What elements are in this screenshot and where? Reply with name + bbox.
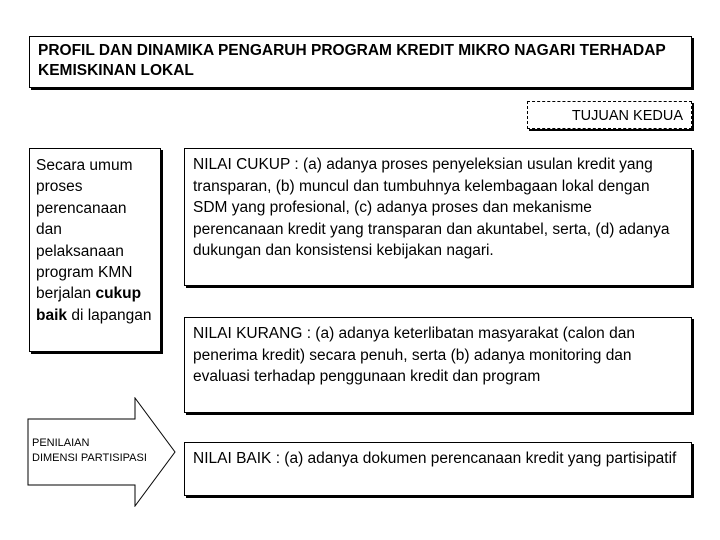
value-box-cukup [184, 148, 692, 286]
assessment-label [32, 436, 167, 466]
value-text-baik: NILAI BAIK : (a) adanya dokumen perencanaan kredit yang partisipatif [193, 450, 677, 467]
goal-label-box [527, 101, 692, 129]
summary-box [29, 148, 161, 352]
goal-label: TUJUAN KEDUA [571, 108, 683, 124]
value-text-kurang: NILAI KURANG : (a) adanya keterlibatan masyarakat (calon dan penerima kredit) secara penuh, serta (b) adanya monitoring dan evaluasi terhadap penggunaan kredit dan program [193, 325, 635, 386]
value-text-cukup: NILAI CUKUP : (a) adanya proses penyeleksian usulan kredit yang transparan, (b) muncul dan tumbuhnya kelembagaan lokal dengan SDM yang profesional, (c) adanya proses dan mekanisme perencanaan kredit yang transparan dan akuntabel, serta, (d) adanya dukungan dan konsistensi kebijakan nagari. [193, 156, 670, 260]
assessment-line-1: PENILAIAN [32, 437, 90, 449]
page-title: PROFIL DAN DINAMIKA PENGARUH PROGRAM KREDIT MIKRO NAGARI TERHADAP KEMISKINAN LOKAL [38, 42, 666, 79]
summary-text-before: Secara umum proses perencanaan dan pelaksanaan program KMN berjalan [36, 157, 133, 303]
summary-emphasis: cukup baik [36, 285, 142, 324]
assessment-line-2: DIMENSI PARTISIPASI [32, 452, 147, 464]
summary-text-after: di lapangan [67, 306, 152, 324]
title-box [29, 36, 692, 88]
value-box-kurang [184, 317, 692, 413]
value-box-baik [184, 442, 692, 496]
